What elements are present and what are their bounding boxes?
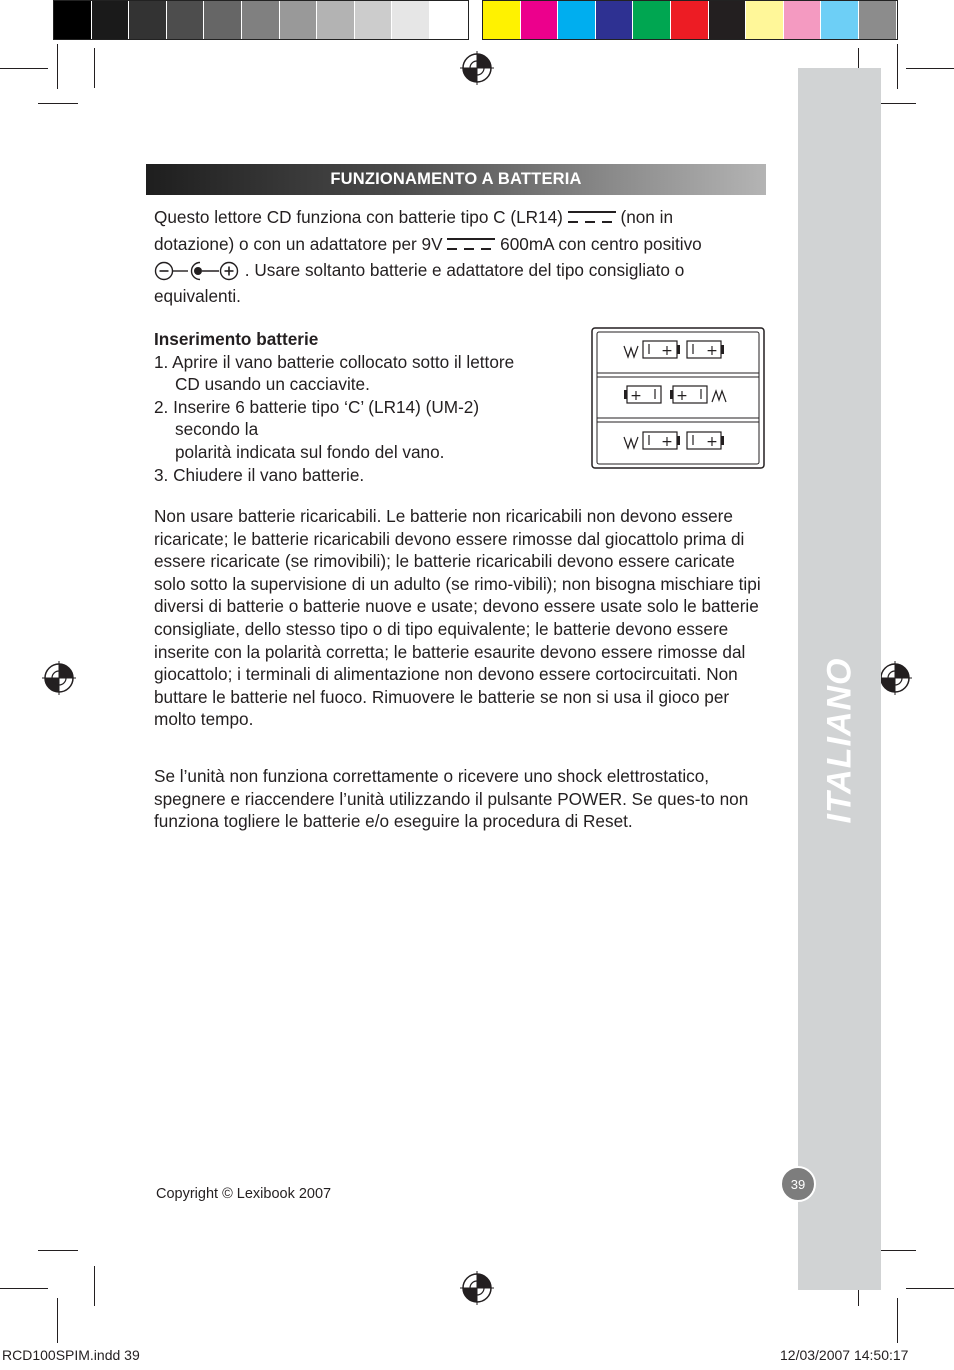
intro-line-3: [154, 259, 766, 285]
color-swatch: [430, 1, 468, 39]
color-swatch: [92, 1, 130, 39]
reset-note-paragraph: Se l’unità non funziona correttamente o ricevere uno shock elettrostatico, spegnere e riaccendere l’unità utilizzando il pulsante POWER. Se ques-to non funziona togliere le batterie e/o eseguire la procedura di Reset.: [154, 766, 749, 832]
svg-text:+: +: [661, 343, 673, 359]
footer-file-name: RCD100SPIM.indd 39: [2, 1347, 140, 1363]
intro-text: dotazione) o con un adattatore per 9V: [154, 234, 443, 254]
color-swatch: [242, 1, 280, 39]
list-item: CD usando un cacciavite.: [175, 374, 370, 395]
color-swatch: [392, 1, 430, 39]
registration-mark-icon: [460, 51, 494, 85]
color-swatch: [596, 1, 634, 39]
crop-mark: [876, 103, 916, 104]
list-item: 3. Chiudere il vano batterie.: [154, 464, 365, 485]
crop-mark: [876, 1250, 916, 1251]
color-swatch: [204, 1, 242, 39]
color-swatch: [859, 1, 897, 39]
list-item: polarità indicata sul fondo del vano.: [175, 441, 445, 462]
intro-text: Questo lettore CD funziona con batterie tipo C (LR14): [154, 207, 563, 227]
battery-insertion-section: [154, 328, 574, 486]
intro-paragraph: [154, 206, 766, 308]
color-swatch: [558, 1, 596, 39]
grayscale-color-bar: [53, 0, 469, 40]
crop-mark: [897, 44, 898, 89]
section-title: FUNZIONAMENTO A BATTERIA: [330, 170, 582, 188]
crop-mark: [38, 1250, 78, 1251]
page-number-badge: [780, 1166, 816, 1202]
svg-text:+: +: [706, 343, 718, 359]
footer-timestamp: 12/03/2007 14:50:17: [780, 1347, 909, 1363]
battery-compartment-diagram: [591, 327, 765, 469]
section-header: [146, 164, 766, 195]
registration-mark-icon: [460, 1271, 494, 1305]
color-swatch: [746, 1, 784, 39]
crop-mark: [0, 1288, 48, 1289]
dc-symbol-icon: [568, 210, 616, 226]
crop-mark: [906, 1288, 954, 1289]
color-swatch: [355, 1, 393, 39]
intro-text: 600mA con centro positivo: [500, 234, 702, 254]
battery-warning-paragraph: Non usare batterie ricaricabili. Le batterie non ricaricabili non devono essere ricaricate; le batterie ricaricabili devono essere rimosse dal giocattolo prima di essere ricaricate (se rimovibili); le batterie ricaricabili devono essere caricate solo sotto la supervisione di un adulto (se rimo-vibili); non bisogna mischiare tipi diversi di batterie o batterie nuove e usate; devono essere usate solo le batterie consigliate, dello stesso tipo o di tipo equivalente; le batterie devono essere inserite con la polarità corretta; le batterie esaurite devono essere rimosse dal giocattolo; i terminali di alimentazione non devono essere cortocircuitati. Non buttare le batterie nel fuoco. Rimuovere le batterie se non si usa il gioco per molto tempo.: [154, 506, 761, 730]
color-swatch: [317, 1, 355, 39]
crop-mark: [57, 44, 58, 89]
color-swatch: [633, 1, 671, 39]
copyright-text: Copyright © Lexibook 2007: [156, 1186, 332, 1202]
color-swatch: [129, 1, 167, 39]
list-item: secondo la: [175, 419, 259, 440]
crop-mark: [897, 1298, 898, 1343]
language-label: ITALIANO: [820, 656, 859, 824]
crop-mark: [0, 68, 48, 69]
color-swatch: [280, 1, 318, 39]
process-color-bar: [482, 0, 898, 40]
color-swatch: [709, 1, 747, 39]
crop-mark: [38, 103, 78, 104]
crop-mark: [94, 1266, 95, 1306]
crop-mark: [906, 68, 954, 69]
color-swatch: [483, 1, 521, 39]
intro-line-1: [154, 206, 766, 233]
registration-mark-icon: [42, 661, 76, 695]
svg-text:+: +: [706, 434, 718, 450]
intro-text: equivalenti.: [154, 286, 241, 306]
intro-line-2: [154, 233, 766, 259]
svg-text:+: +: [661, 434, 673, 450]
insertion-heading: Inserimento batterie: [154, 329, 319, 349]
registration-mark-icon: [878, 661, 912, 695]
svg-text:+: +: [630, 388, 642, 404]
color-swatch: [54, 1, 92, 39]
color-swatch: [671, 1, 709, 39]
svg-text:+: +: [676, 388, 688, 404]
color-swatch: [784, 1, 822, 39]
color-swatch: [821, 1, 859, 39]
intro-text: . Usare soltanto batterie e adattatore del tipo consigliato o: [244, 260, 685, 280]
color-swatch: [521, 1, 559, 39]
intro-text: (non in: [620, 207, 674, 227]
color-swatch: [167, 1, 205, 39]
crop-mark: [94, 48, 95, 88]
list-item: 2. Inserire 6 batterie tipo ‘C’ (LR14) (UM-2): [154, 396, 480, 417]
language-tab-title: [798, 590, 881, 890]
center-positive-polarity-icon: [154, 260, 240, 282]
crop-mark: [57, 1298, 58, 1343]
page-number: 39: [790, 1176, 806, 1192]
list-item: 1. Aprire il vano batterie collocato sotto il lettore: [154, 351, 515, 372]
dc-symbol-icon: [447, 237, 495, 253]
